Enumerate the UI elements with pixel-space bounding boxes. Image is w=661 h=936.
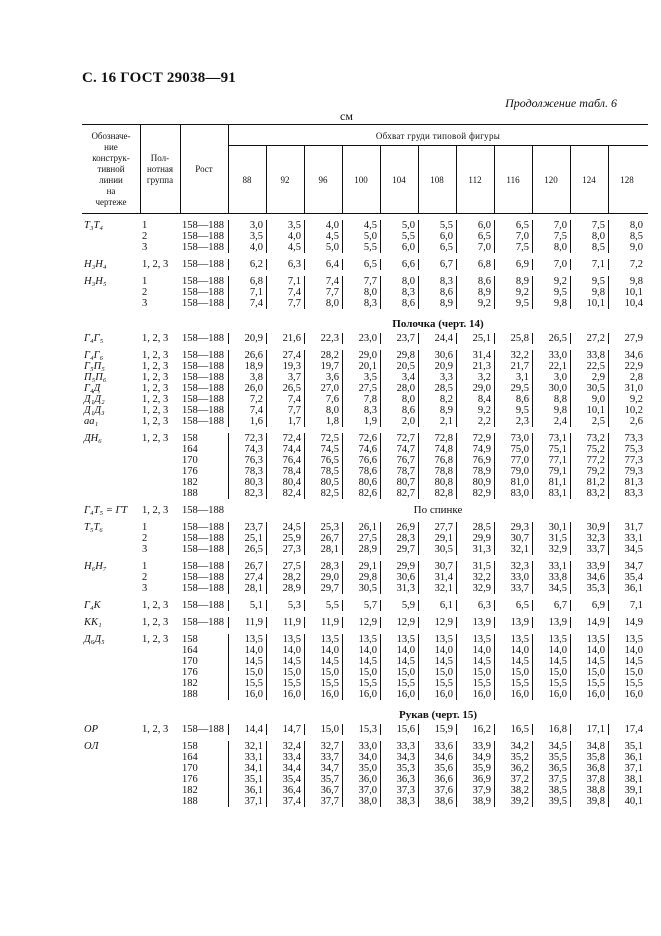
- row-height: 158 164 170 176 182 188: [182, 433, 198, 499]
- row-height: 158—188: [182, 333, 224, 344]
- section-heading: По спинке: [413, 504, 463, 516]
- row-group: 1, 2, 3: [142, 634, 169, 645]
- value-cell: 14,7: [266, 724, 304, 735]
- header-size-104: 104: [392, 174, 406, 185]
- value-cell: 5,5: [304, 600, 342, 611]
- header-group: Пол- нотная группа: [146, 152, 174, 185]
- value-cell: 6,3: [266, 259, 304, 270]
- header-designation: Обозначе- ние конструк- тивной линии на чертеже: [91, 130, 131, 207]
- value-cell: 32,3 33,0 33,7: [494, 561, 532, 594]
- row-designation: ДН₆: [84, 433, 102, 444]
- value-cell: 6,5 7,0 7,5: [494, 220, 532, 253]
- value-cell: 30,1 31,5 32,9: [532, 522, 570, 555]
- value-cell: 34,2 35,2 36,2 37,2 38,2 39,2: [494, 741, 532, 807]
- value-cell: 72,6 74,6 76,6 78,6 80,6 82,6: [342, 433, 380, 499]
- value-cell: 15,6: [380, 724, 418, 735]
- value-cell: 6,6: [380, 259, 418, 270]
- value-cell: 33,6 34,6 35,6 36,6 37,6 38,6: [418, 741, 456, 807]
- value-cell: 23,7 25,1 26,5: [228, 522, 266, 555]
- row-group: 1, 2, 3 1, 2, 3 1, 2, 3 1, 2, 3 1, 2, 3 1, 2, 3 1, 2, 3: [142, 350, 169, 427]
- value-cell: 4,5 5,0 5,5: [342, 220, 380, 253]
- value-cell: 32,1 33,1 34,1 35,1 36,1 37,1: [228, 741, 266, 807]
- header-size-120: 120: [544, 174, 558, 185]
- table-row: [82, 333, 648, 344]
- value-cell: 29,9 30,6 31,3: [380, 561, 418, 594]
- value-cell: 16,8: [532, 724, 570, 735]
- value-cell: 30,7 31,4 32,1: [418, 561, 456, 594]
- table-row: [82, 220, 648, 253]
- value-cell: 24,5 25,9 27,3: [266, 522, 304, 555]
- value-cell: 11,9: [266, 617, 304, 628]
- value-cell: 22,3: [304, 333, 342, 344]
- row-designation: ОЛ: [84, 741, 99, 752]
- value-cell: 5,5 6,0 6,5: [418, 220, 456, 253]
- unit-label: см: [340, 109, 353, 123]
- value-cell: 34,6 22,9 2,8 31,0 9,2 10,2 2,6: [608, 350, 646, 427]
- value-cell: 30,9 32,3 33,7: [570, 522, 608, 555]
- value-cell: 72,8 74,8 76,8 78,8 80,8 82,8: [418, 433, 456, 499]
- value-cell: 7,5 8,0 8,5: [570, 220, 608, 253]
- value-cell: 6,7: [532, 600, 570, 611]
- value-cell: 6,9: [494, 259, 532, 270]
- table-continuation-note: Продолжение табл. 6: [505, 96, 617, 110]
- value-cell: 6,2: [228, 259, 266, 270]
- value-cell: 72,7 74,7 76,7 78,7 80,7 82,7: [380, 433, 418, 499]
- row-group: 1 2 3: [142, 522, 148, 555]
- value-cell: 13,5 14,0 14,5 15,0 15,5 16,0: [228, 634, 266, 700]
- row-group: 1, 2, 3: [142, 600, 169, 611]
- value-cell: 13,5 14,0 14,5 15,0 15,5 16,0: [266, 634, 304, 700]
- value-cell: 73,0 75,0 77,0 79,0 81,0 83,0: [494, 433, 532, 499]
- value-cell: 7,1: [570, 259, 608, 270]
- value-cell: 15,3: [342, 724, 380, 735]
- table-body: [82, 214, 648, 813]
- header-size-108: 108: [430, 174, 444, 185]
- value-cell: 26,9 28,3 29,7: [380, 522, 418, 555]
- value-cell: 7,7 8,0 8,3: [342, 276, 380, 309]
- value-cell: 17,4: [608, 724, 646, 735]
- value-cell: 31,5 32,2 32,9: [456, 561, 494, 594]
- value-cell: 4,0 4,5 5,0: [304, 220, 342, 253]
- value-cell: 26,1 27,5 28,9: [342, 522, 380, 555]
- value-cell: 7,0 7,5 8,0: [532, 220, 570, 253]
- table-row: [82, 505, 648, 516]
- row-designation: Д₆Д₅: [84, 634, 105, 645]
- header-size-112: 112: [468, 174, 482, 185]
- row-designation: Н₆Н₇: [84, 561, 107, 572]
- value-cell: 25,1: [456, 333, 494, 344]
- value-cell: 13,5 14,0 14,5 15,0 15,5 16,0: [380, 634, 418, 700]
- row-designation: Г₄Т₅ = ГТ: [84, 505, 128, 516]
- value-cell: 27,7 29,1 30,5: [418, 522, 456, 555]
- row-height: 158—188: [182, 600, 224, 611]
- value-cell: 34,8 35,8 36,8 37,8 38,8 39,8: [570, 741, 608, 807]
- value-cell: 13,5 14,0 14,5 15,0 15,5 16,0: [304, 634, 342, 700]
- row-designation: Г₄К: [84, 600, 101, 611]
- section-heading: Полочка (черт. 14): [392, 318, 484, 330]
- header-size-88: 88: [242, 174, 252, 185]
- value-cell: 72,9 74,9 76,9 78,9 80,9 82,9: [456, 433, 494, 499]
- value-cell: 31,4 21,3 3,2 29,0 8,4 9,2 2,2: [456, 350, 494, 427]
- value-cell: 13,9: [456, 617, 494, 628]
- row-height: 158 164 170 176 182 188: [182, 741, 198, 807]
- value-cell: 13,5 14,0 14,5 15,0 15,5 16,0: [608, 634, 646, 700]
- table-row: [82, 433, 648, 499]
- value-cell: 9,2 9,5 9,8: [532, 276, 570, 309]
- measurements-table: [82, 124, 648, 813]
- row-designation: Г₄Г₆ Г₅П₅ П₅П₆ Г₄Д Д₁Д₂ Д₁Д₃ aa₁: [84, 350, 107, 427]
- value-cell: 73,1 75,1 77,1 79,1 81,1 83,1: [532, 433, 570, 499]
- table-row: [82, 617, 648, 628]
- row-designation: Т₃Т₄: [84, 220, 103, 231]
- value-cell: 27,5 28,2 28,9: [266, 561, 304, 594]
- value-cell: 15,9: [418, 724, 456, 735]
- value-cell: 30,6 20,9 3,3 28,5 8,2 8,9 2,1: [418, 350, 456, 427]
- row-designation: Г₄Г₅: [84, 333, 104, 344]
- value-cell: 13,5 14,0 14,5 15,0 15,5 16,0: [494, 634, 532, 700]
- value-cell: 33,3 34,3 35,3 36,3 37,3 38,3: [380, 741, 418, 807]
- row-height: 158—188 158—188 158—188: [182, 276, 224, 309]
- value-cell: 73,2 75,2 77,2 79,2 81,2 83,2: [570, 433, 608, 499]
- table-row: [82, 634, 648, 700]
- row-height: 158—188: [182, 617, 224, 628]
- row-designation: Н₃Н₄: [84, 259, 107, 270]
- value-cell: 33,1 33,8 34,5: [532, 561, 570, 594]
- value-cell: 5,1: [228, 600, 266, 611]
- row-designation: ОР: [84, 724, 98, 735]
- value-cell: 7,0: [532, 259, 570, 270]
- value-cell: 6,1: [418, 600, 456, 611]
- value-cell: 8,0 8,5 9,0: [608, 220, 646, 253]
- value-cell: 29,1 29,8 30,5: [342, 561, 380, 594]
- value-cell: 9,5 9,8 10,1: [570, 276, 608, 309]
- value-cell: 6,4: [304, 259, 342, 270]
- header-size-92: 92: [280, 174, 290, 185]
- row-group: 1, 2, 3: [142, 333, 169, 344]
- value-cell: 6,8: [456, 259, 494, 270]
- value-cell: 26,7 27,4 28,1: [228, 561, 266, 594]
- value-cell: 6,5: [494, 600, 532, 611]
- value-cell: 25,8: [494, 333, 532, 344]
- row-height: 158—188: [182, 724, 224, 735]
- header-size-124: 124: [582, 174, 596, 185]
- section-heading: Рукав (черт. 15): [398, 709, 478, 721]
- table-row: [82, 741, 648, 807]
- value-cell: 35,1 36,1 37,1 38,1 39,1 40,1: [608, 741, 646, 807]
- table-row: [82, 600, 648, 611]
- value-cell: 21,6: [266, 333, 304, 344]
- row-height: 158—188 158—188 158—188: [182, 561, 224, 594]
- table-row: [82, 259, 648, 270]
- row-group: 1, 2, 3: [142, 505, 169, 516]
- value-cell: 6,7: [418, 259, 456, 270]
- value-cell: 6,0 6,5 7,0: [456, 220, 494, 253]
- value-cell: 6,3: [456, 600, 494, 611]
- value-cell: 3,5 4,0 4,5: [266, 220, 304, 253]
- value-cell: 13,9: [494, 617, 532, 628]
- value-cell: 34,7 35,4 36,1: [608, 561, 646, 594]
- table-header: [82, 124, 648, 214]
- value-cell: 33,0 22,1 3,0 30,0 8,8 9,8 2,4: [532, 350, 570, 427]
- value-cell: 12,9: [380, 617, 418, 628]
- table-row: [82, 522, 648, 555]
- value-cell: 16,5: [494, 724, 532, 735]
- table-row: [82, 724, 648, 735]
- value-cell: 8,3 8,6 8,9: [418, 276, 456, 309]
- value-cell: 5,0 5,5 6,0: [380, 220, 418, 253]
- value-cell: 16,2: [456, 724, 494, 735]
- value-cell: 12,9: [418, 617, 456, 628]
- header-size-100: 100: [354, 174, 368, 185]
- page-header: С. 16 ГОСТ 29038—91: [82, 70, 236, 86]
- value-cell: 26,6 18,9 3,8 26,0 7,2 7,4 1,6: [228, 350, 266, 427]
- row-height: 158—188 158—188 158—188: [182, 220, 224, 253]
- row-group: 1 2 3: [142, 561, 148, 594]
- value-cell: 8,9 9,2 9,5: [494, 276, 532, 309]
- value-cell: 13,5 14,0 14,5 15,0 15,5 16,0: [456, 634, 494, 700]
- value-cell: 29,3 30,7 32,1: [494, 522, 532, 555]
- value-cell: 7,2: [608, 259, 646, 270]
- row-height: 158 164 170 176 182 188: [182, 634, 198, 700]
- value-cell: 7,1 7,4 7,7: [266, 276, 304, 309]
- value-cell: 5,3: [266, 600, 304, 611]
- value-cell: 32,4 33,4 34,4 35,4 36,4 37,4: [266, 741, 304, 807]
- value-cell: 6,5: [342, 259, 380, 270]
- row-height: 158—188: [182, 259, 224, 270]
- row-designation: Н₃Н₅: [84, 276, 107, 287]
- value-cell: 8,0 8,3 8,6: [380, 276, 418, 309]
- value-cell: 33,8 22,5 2,9 30,5 9,0 10,1 2,5: [570, 350, 608, 427]
- value-cell: 32,7 33,7 34,7 35,7 36,7 37,7: [304, 741, 342, 807]
- value-cell: 72,4 74,4 76,4 78,4 80,4 82,4: [266, 433, 304, 499]
- row-group: 1 2 3: [142, 220, 148, 253]
- table-row: [82, 561, 648, 594]
- value-cell: 24,4: [418, 333, 456, 344]
- value-cell: 72,5 74,5 76,5 78,5 80,5 82,5: [304, 433, 342, 499]
- header-size-116: 116: [506, 174, 520, 185]
- value-cell: 73,3 75,3 77,3 79,3 81,3 83,3: [608, 433, 646, 499]
- value-cell: 14,9: [570, 617, 608, 628]
- value-cell: 20,9: [228, 333, 266, 344]
- value-cell: 13,9: [532, 617, 570, 628]
- value-cell: 3,0 3,5 4,0: [228, 220, 266, 253]
- value-cell: 5,9: [380, 600, 418, 611]
- value-cell: 25,3 26,7 28,1: [304, 522, 342, 555]
- value-cell: 6,9: [570, 600, 608, 611]
- header-size-128: 128: [620, 174, 634, 185]
- table-row: [82, 350, 648, 427]
- value-cell: 27,9: [608, 333, 646, 344]
- value-cell: 8,6 8,9 9,2: [456, 276, 494, 309]
- value-cell: 27,4 19,3 3,7 26,5 7,4 7,7 1,7: [266, 350, 304, 427]
- row-group: 1, 2, 3: [142, 617, 169, 628]
- value-cell: 13,5 14,0 14,5 15,0 15,5 16,0: [418, 634, 456, 700]
- value-cell: 32,2 21,7 3,1 29,5 8,6 9,5 2,3: [494, 350, 532, 427]
- value-cell: 34,5 35,5 36,5 37,5 38,5 39,5: [532, 741, 570, 807]
- value-cell: 11,9: [304, 617, 342, 628]
- row-designation: Т₅Т₆: [84, 522, 103, 533]
- value-cell: 33,9 34,6 35,3: [570, 561, 608, 594]
- value-cell: 11,9: [228, 617, 266, 628]
- value-cell: 26,5: [532, 333, 570, 344]
- row-height: 158—188: [182, 505, 224, 516]
- value-cell: 15,0: [304, 724, 342, 735]
- row-group: 1, 2, 3: [142, 724, 169, 735]
- value-cell: 17,1: [570, 724, 608, 735]
- row-designation: КК₁: [84, 617, 102, 628]
- value-cell: 27,2: [570, 333, 608, 344]
- value-cell: 31,7 33,1 34,5: [608, 522, 646, 555]
- value-cell: 7,4 7,7 8,0: [304, 276, 342, 309]
- row-group: [140, 741, 180, 752]
- value-cell: 14,9: [608, 617, 646, 628]
- value-cell: 13,5 14,0 14,5 15,0 15,5 16,0: [342, 634, 380, 700]
- value-cell: 14,4: [228, 724, 266, 735]
- row-group: 1 2 3: [142, 276, 148, 309]
- row-group: 1, 2, 3: [142, 259, 169, 270]
- value-cell: 9,8 10,1 10,4: [608, 276, 646, 309]
- value-cell: 13,5 14,0 14,5 15,0 15,5 16,0: [570, 634, 608, 700]
- value-cell: 23,7: [380, 333, 418, 344]
- value-cell: 28,3 29,0 29,7: [304, 561, 342, 594]
- value-cell: 28,2 19,7 3,6 27,0 7,6 8,0 1,8: [304, 350, 342, 427]
- table-row: [82, 276, 648, 309]
- row-height: 158—188 158—188 158—188: [182, 522, 224, 555]
- value-cell: 12,9: [342, 617, 380, 628]
- value-cell: 29,8 20,5 3,4 28,0 8,0 8,6 2,0: [380, 350, 418, 427]
- value-cell: 13,5 14,0 14,5 15,0 15,5 16,0: [532, 634, 570, 700]
- header-size-96: 96: [318, 174, 328, 185]
- value-cell: 29,0 20,1 3,5 27,5 7,8 8,3 1,9: [342, 350, 380, 427]
- header-bust-girth: Обхват груди типовой фигуры: [375, 131, 501, 141]
- value-cell: 28,5 29,9 31,3: [456, 522, 494, 555]
- value-cell: 72,3 74,3 76,3 78,3 80,3 82,3: [228, 433, 266, 499]
- value-cell: 5,7: [342, 600, 380, 611]
- header-height: Рост: [195, 163, 213, 174]
- value-cell: 33,0 34,0 35,0 36,0 37,0 38,0: [342, 741, 380, 807]
- row-height: 158—188 158—188 158—188 158—188 158—188 158—188 158—188: [182, 350, 224, 427]
- value-cell: 33,9 34,9 35,9 36,9 37,9 38,9: [456, 741, 494, 807]
- value-cell: 23,0: [342, 333, 380, 344]
- row-group: 1, 2, 3: [142, 433, 169, 444]
- value-cell: 7,1: [608, 600, 646, 611]
- value-cell: 6,8 7,1 7,4: [228, 276, 266, 309]
